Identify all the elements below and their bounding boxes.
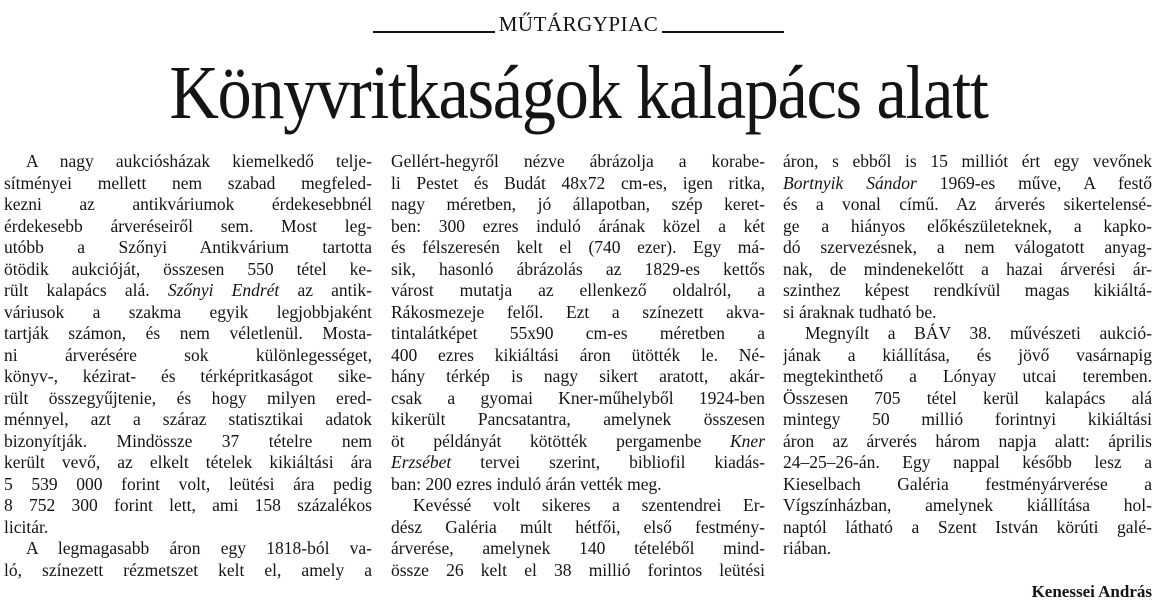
text-run: dész Galéria múlt hétfői, első festmény- — [391, 516, 765, 537]
text-run: Kieselbach Galéria festményárverése a — [783, 473, 1152, 494]
text-line — [783, 366, 1152, 388]
text-line — [783, 151, 1152, 173]
text-run: licitár. — [4, 516, 49, 537]
text-run: került vevő, az elkelt tételek kikiáltási ára — [4, 452, 372, 472]
text-line — [783, 323, 1152, 345]
text-line — [391, 216, 765, 238]
text-line — [391, 538, 765, 560]
text-line — [783, 259, 1152, 281]
text-run: ben: 300 ezres induló árának közel a két — [391, 215, 765, 236]
text-line — [4, 495, 372, 517]
text-run: nagy méretben, jó állapotban, szép keret- — [391, 194, 765, 214]
text-run: dó szervezésnek, a nem válogatott anyag- — [783, 237, 1152, 257]
text-run: Vígszínházban, amelynek kiállítása hol- — [783, 495, 1152, 515]
text-run: öt példányát kötötték pergamenbe — [391, 430, 730, 451]
text-run: szinthez képest rendkívül magas kikiáltá- — [783, 280, 1152, 300]
text-run: ló, színezett rézmetszet kelt el, amely a — [4, 559, 372, 580]
author-byline: Kenessei András — [1031, 582, 1152, 601]
text-line — [783, 345, 1152, 367]
text-run: ban: 200 ezres induló árán vették meg. — [391, 473, 662, 494]
text-run: váriusok a szakma egyik legjobbjaként — [4, 301, 372, 322]
text-run: A legmagasabb áron egy 1818-ból va- — [26, 538, 372, 558]
text-run: 5 539 000 forint volt, leütési ára pedig — [4, 473, 372, 494]
text-run: 1969-es műve, A festő — [916, 172, 1152, 193]
text-run: árverése, amelynek 140 tételéből mind- — [391, 538, 765, 558]
text-line — [783, 452, 1152, 474]
text-line — [391, 323, 765, 345]
text-run: Megnyílt a BÁV 38. művészeti aukció- — [805, 323, 1152, 343]
text-run: Összesen 705 tétel kerül kalapács alá — [783, 387, 1152, 408]
text-run: sítményei mellett nem szabad megfeled- — [4, 172, 372, 193]
text-line — [391, 366, 765, 388]
article-column-2 — [391, 151, 765, 581]
text-line — [391, 560, 765, 582]
article-column-1 — [4, 151, 372, 581]
text-run: ge a hiányos előkészületeknek, a kapko- — [783, 215, 1152, 236]
text-line — [391, 474, 765, 496]
text-run: rült összegyűjtenie, és hogy milyen ered- — [4, 387, 372, 408]
text-run: ötödik aukcióját, összesen 550 tétel ke- — [4, 258, 372, 279]
text-run: Kevéssé volt sikeres a szentendrei Er- — [413, 495, 765, 515]
italic-name: Bortnyik Sándor — [783, 172, 917, 193]
text-line — [783, 474, 1152, 496]
text-line — [783, 517, 1152, 539]
text-line — [391, 194, 765, 216]
article-column-3 — [783, 151, 1152, 560]
text-line — [783, 431, 1152, 453]
text-line — [391, 237, 765, 259]
text-run: tartják számon, és nem véletlenül. Mosta- — [4, 323, 372, 343]
rubric-rule-left — [373, 31, 495, 33]
text-run: várost mutatja az ellenkező oldalról, a — [391, 280, 765, 300]
text-line — [4, 280, 372, 302]
text-run: áron, s ebből is 15 milliót ért egy vevőnek — [783, 151, 1152, 171]
text-run: Rákosmezeje felől. Ezt a színezett akva- — [391, 301, 765, 322]
text-line — [4, 538, 372, 560]
text-line — [391, 173, 765, 195]
text-line — [4, 388, 372, 410]
text-run: naptól látható a Szent István körúti galé- — [783, 516, 1152, 537]
rubric-label: MŰTÁRGYPIAC — [498, 12, 659, 36]
text-line — [391, 409, 765, 431]
text-run: jának a kiállítása, és jövő vasárnapig — [783, 344, 1152, 365]
text-run: si áraknak tudható be. — [783, 301, 937, 322]
text-line — [783, 194, 1152, 216]
text-run: össze 26 kelt el 38 millió forintos leütési — [391, 559, 765, 580]
text-line — [4, 474, 372, 496]
text-run: 8 752 300 forint lett, ami 158 százalékos — [4, 495, 372, 515]
text-run: kezni az antikváriumok érdekesebbnél — [4, 194, 372, 214]
text-run: kikerült Pancsatantra, amelynek összesen — [391, 409, 765, 429]
text-line — [391, 302, 765, 324]
section-rubric — [0, 12, 1157, 37]
text-run: A nagy aukciósházak kiemelkedő telje- — [26, 151, 372, 171]
text-run: sik, hasonló ábrázolás az 1829-es kettős — [391, 258, 765, 279]
text-line — [783, 409, 1152, 431]
italic-name: Szőnyi Endrét — [167, 280, 280, 300]
text-line — [391, 151, 765, 173]
text-run: riában. — [783, 538, 832, 558]
rubric-rule-right — [662, 31, 784, 33]
text-line — [391, 431, 765, 453]
text-line — [4, 409, 372, 431]
text-run: csak a gyomai Kner-műhelyből 1924-ben — [391, 387, 765, 408]
text-run: li Pestet és Budát 48x72 cm-es, igen ritka, — [391, 172, 765, 193]
text-run: bizonyítják. Mindössze 37 tételre nem — [4, 430, 372, 451]
text-run: és félszeresén kelt el (740 ezer). Egy má- — [391, 237, 765, 257]
text-line — [391, 452, 765, 474]
text-line — [4, 216, 372, 238]
text-line — [4, 366, 372, 388]
text-run: az antik- — [279, 280, 372, 300]
text-line — [783, 302, 1152, 324]
text-line — [4, 194, 372, 216]
text-run: mintegy 50 millió forintnyi kikiáltási — [783, 409, 1152, 429]
text-run: tervei szerint, bibliofil kiadás- — [451, 452, 765, 472]
text-line — [783, 495, 1152, 517]
text-line — [783, 538, 1152, 560]
text-run: könyv-, kézirat- és térképritkaságot sike- — [4, 366, 372, 386]
text-run: 400 ezres kikiáltási áron ütötték le. Né- — [391, 344, 765, 365]
text-run: ménnyel, azt a száraz statisztikai adatok — [4, 409, 372, 429]
text-line — [783, 216, 1152, 238]
text-run: megtekinthető a Lónyay utcai teremben. — [783, 366, 1152, 386]
text-line — [783, 173, 1152, 195]
italic-name: Erzsébet — [391, 452, 452, 472]
text-line — [4, 560, 372, 582]
text-run: rült kalapács alá. — [4, 280, 168, 300]
text-line — [4, 323, 372, 345]
headline: Könyvritkaságok kalapács alatt — [169, 51, 988, 135]
text-run: áron az árverés három napja alatt: április — [783, 430, 1152, 451]
text-line — [391, 388, 765, 410]
text-run: utóbb a Szőnyi Antikvárium tartotta — [4, 237, 372, 257]
text-run: nak, de mindenekelőtt a hazai árverési ár- — [783, 258, 1152, 279]
text-line — [391, 517, 765, 539]
text-run: 24–25–26-án. Egy nappal később lesz a — [783, 452, 1152, 472]
text-line — [4, 517, 372, 539]
text-line — [783, 388, 1152, 410]
text-run: tintalátképet 55x90 cm-es méretben a — [391, 323, 765, 343]
text-line — [4, 345, 372, 367]
text-line — [391, 280, 765, 302]
text-line — [4, 302, 372, 324]
text-run: érdekesebb árveréseiről sem. Most leg- — [4, 215, 372, 236]
text-line — [391, 495, 765, 517]
text-run: Gellért-hegyről nézve ábrázolja a korabe- — [391, 151, 765, 171]
text-line — [4, 151, 372, 173]
text-line — [4, 237, 372, 259]
text-run: ni árverésére sok különlegességet, — [4, 344, 372, 365]
text-line — [391, 345, 765, 367]
text-line — [783, 237, 1152, 259]
text-run: hány térkép is nagy sikert aratott, akár- — [391, 366, 765, 386]
text-run: és a vonal című. Az árverés sikertelensé- — [783, 194, 1152, 214]
italic-name: Kner — [730, 430, 765, 451]
text-line — [4, 452, 372, 474]
text-line — [391, 259, 765, 281]
text-line — [4, 173, 372, 195]
text-line — [4, 259, 372, 281]
text-line — [783, 280, 1152, 302]
text-line — [4, 431, 372, 453]
